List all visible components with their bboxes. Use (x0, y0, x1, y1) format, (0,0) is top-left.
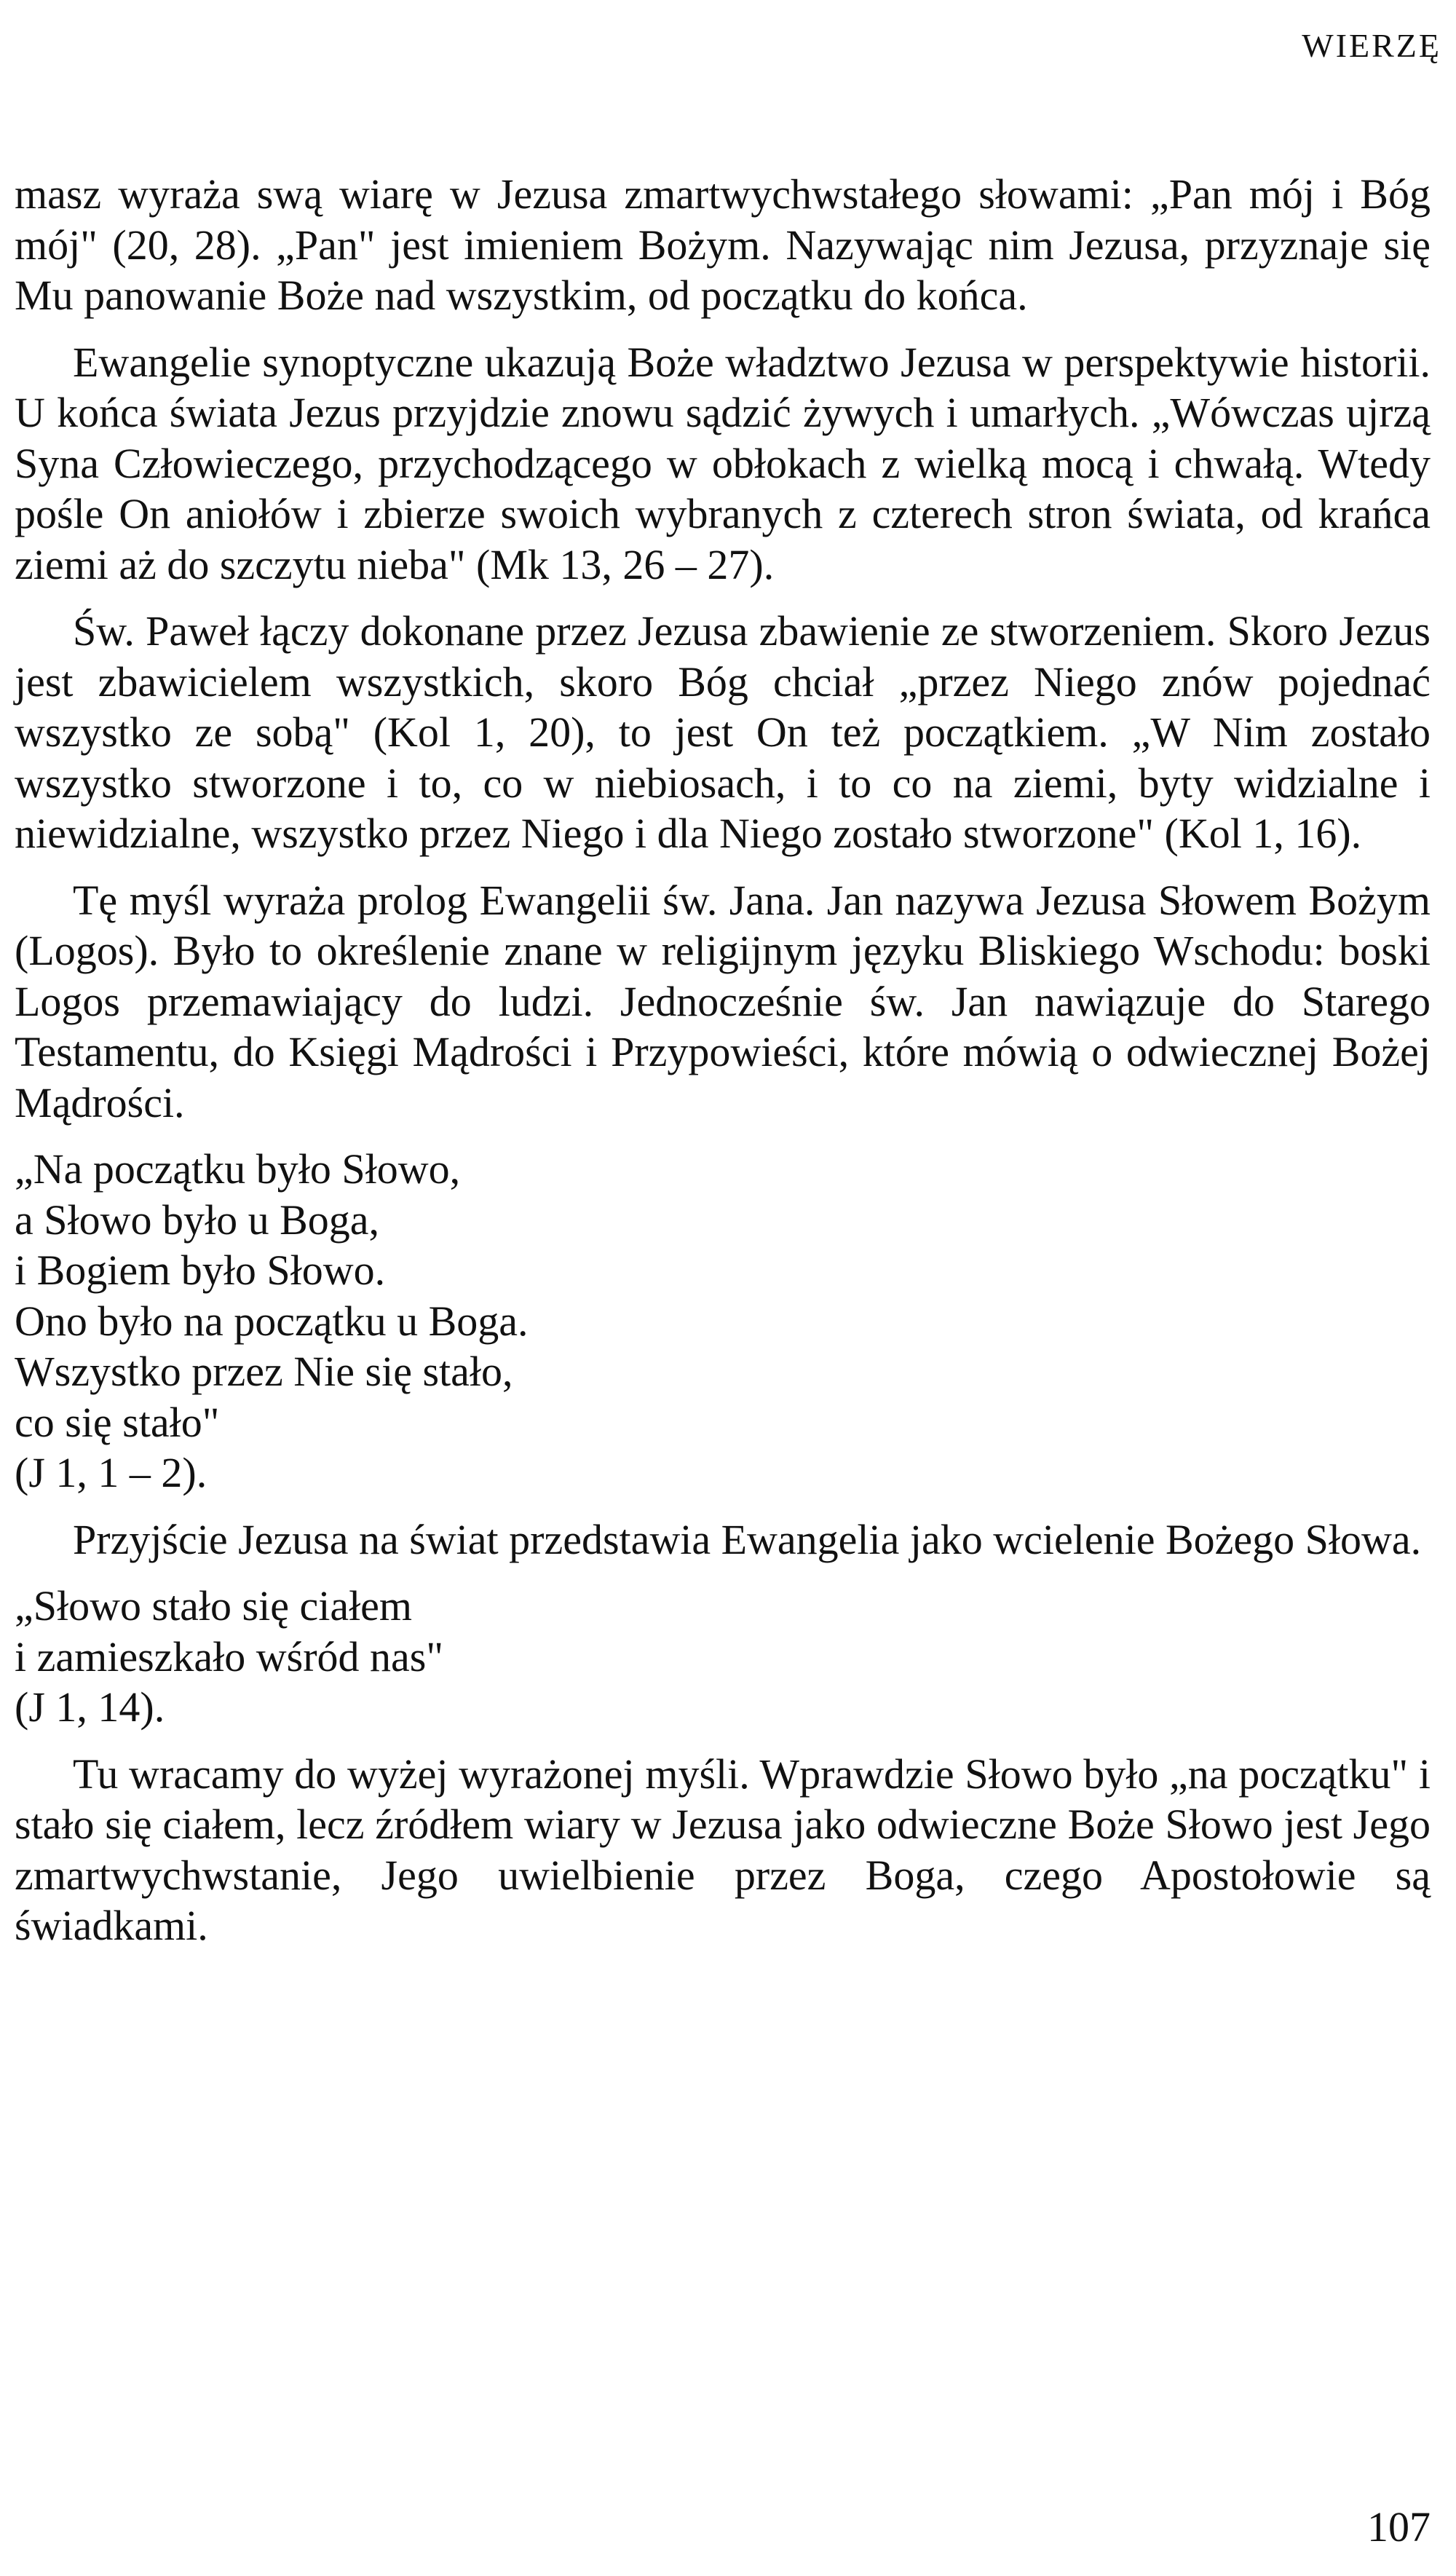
body-text (15, 169, 1431, 1967)
verse-line: a Słowo było u Boga, (15, 1196, 380, 1244)
paragraph-1: masz wyraża swą wiarę w Jezusa zmartwychwstałego słowami: „Pan mój i Bóg mój" (20, 28). „Pan" jest imieniem Bożym. Nazywając nim Jezusa, przyznaje się Mu panowanie Boże nad wszystkim, od początku do końca. (15, 170, 1431, 319)
paragraph-2: Ewangelie synoptyczne ukazują Boże władztwo Jezusa w perspektywie historii. U końca świata Jezus przyjdzie znowu sądzić żywych i umarłych. „Wówczas ujrzą Syna Człowieczego, przychodzącego w obłokach z wielką mocą i chwałą. Wtedy pośle On aniołów i zbierze swoich wybranych z czterech stron świata, od krańca ziemi aż do szczytu nieba" (Mk 13, 26 – 27). (15, 338, 1431, 588)
verse-line: „Na początku było Słowo, (15, 1145, 461, 1193)
verse-line: „Słowo stało się ciałem (15, 1582, 413, 1629)
verse-citation: (J 1, 1 – 2). (15, 1449, 207, 1496)
verse-quote-1 (15, 1144, 1431, 1498)
running-head: WIERZĘ (1302, 27, 1441, 64)
verse-line: i zamieszkało wśród nas" (15, 1632, 444, 1680)
paragraph-3: Św. Paweł łączy dokonane przez Jezusa zbawienie ze stworzeniem. Skoro Jezus jest zbawicielem wszystkich, skoro Bóg chciał „przez Niego znów pojednać wszystko ze sobą" (Kol 1, 20), to jest On też początkiem. „W Nim zostało wszystko stworzone i to, co w niebiosach, i to co na ziemi, byty widzialne i niewidzialne, wszystko przez Niego i dla Niego zostało stworzone" (Kol 1, 16). (15, 607, 1431, 857)
verse-line: i Bogiem było Słowo. (15, 1246, 386, 1294)
verse-line: Ono było na początku u Boga. (15, 1297, 529, 1345)
verse-quote-2 (15, 1581, 1431, 1733)
verse-line: Wszystko przez Nie się stało, (15, 1348, 513, 1395)
paragraph-5: Przyjście Jezusa na świat przedstawia Ewangelia jako wcielenie Bożego Słowa. (73, 1515, 1422, 1563)
verse-line: co się stało" (15, 1398, 220, 1446)
verse-citation: (J 1, 14). (15, 1683, 165, 1731)
paragraph-4: Tę myśl wyraża prolog Ewangelii św. Jana. Jan nazywa Jezusa Słowem Bożym (Logos). Było to określenie znane w religijnym języku Bliskiego Wschodu: boski Logos przemawiający do ludzi. Jednocześnie św. Jan nawiązuje do Starego Testamentu, do Księgi Mądrości i Przypowieści, które mówią o odwiecznej Bożej Mądrości. (15, 876, 1431, 1126)
page-number: 107 (1367, 2503, 1431, 2551)
paragraph-6: Tu wracamy do wyżej wyrażonej myśli. Wprawdzie Słowo było „na początku" i stało się ciałem, lecz źródłem wiary w Jezusa jako odwieczne Boże Słowo jest Jego zmartwychwstanie, Jego uwielbienie przez Boga, czego Apostołowie są świadkami. (15, 1750, 1431, 1949)
